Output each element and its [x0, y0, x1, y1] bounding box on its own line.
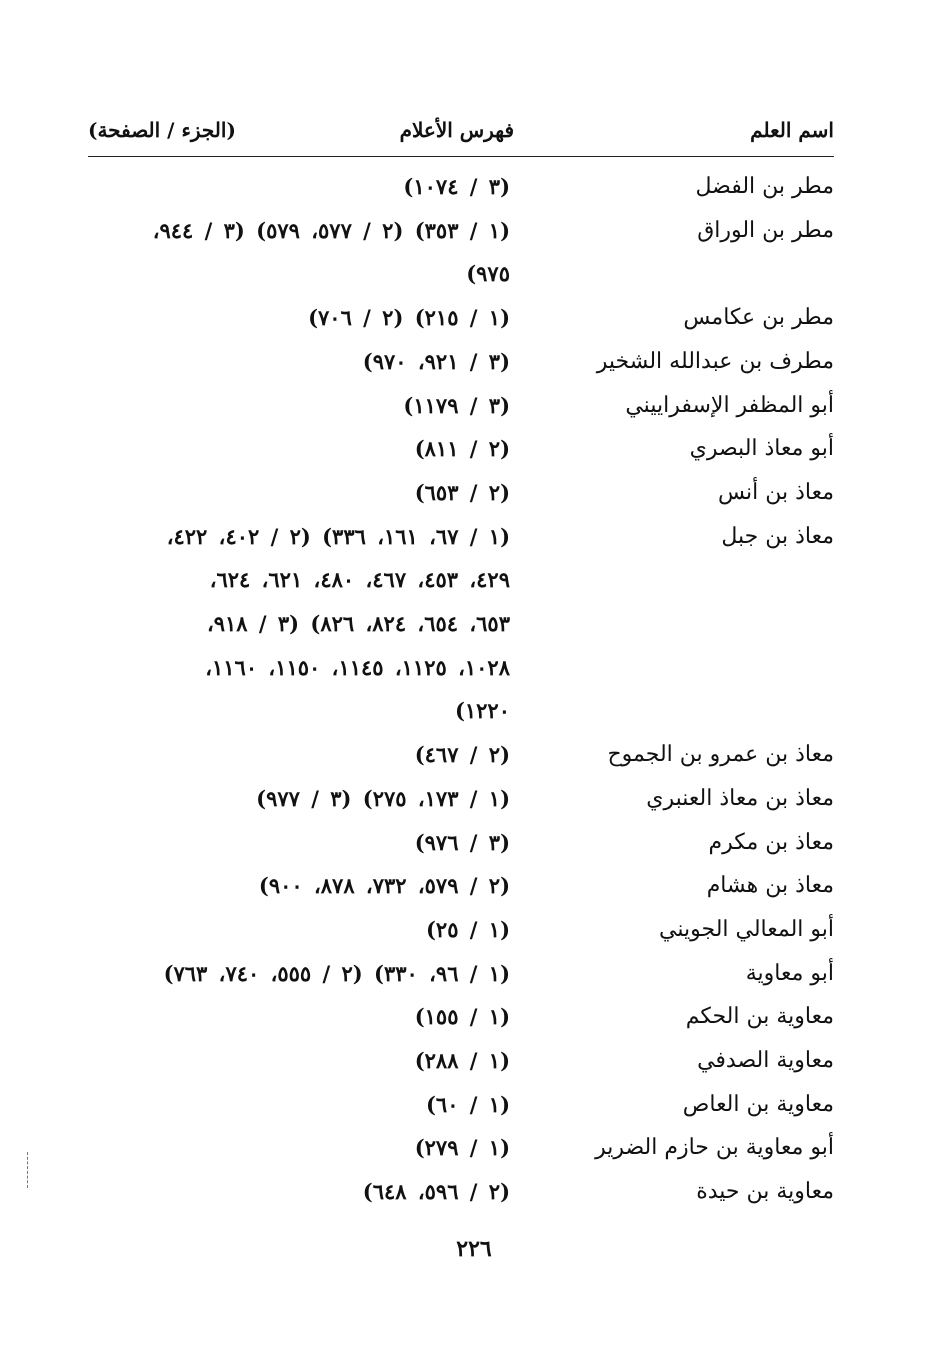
reference-line: (٣ / ٩٢١، ٩٧٠): [362, 348, 510, 374]
column-header-volume-page: (الجزء / الصفحة): [88, 118, 236, 142]
index-entries: [88, 165, 834, 1214]
index-entry: [88, 1083, 834, 1127]
index-entry: [88, 340, 834, 384]
index-entry: [88, 515, 834, 734]
reference-line: (٣ / ١٠٧٤): [403, 174, 510, 199]
reference-line: (١ / ٢١٥) (٢ / ٧٠٦): [308, 305, 510, 331]
entry-name: معاذ بن عمرو بن الجموح: [607, 742, 834, 768]
index-entry: [88, 165, 834, 209]
reference-line: ١٢٢٠): [454, 698, 510, 724]
index-entry: [88, 1126, 834, 1170]
entry-references: [88, 165, 510, 209]
reference-line: (١ / ٢٥): [425, 916, 510, 942]
entry-name: معاذ بن معاذ العنبري: [646, 785, 834, 811]
reference-line: (٢ / ٤٦٧): [414, 742, 510, 768]
reference-line: (٢ / ٨١١): [414, 436, 510, 462]
index-entry: [88, 777, 834, 821]
reference-line: ٤٢٩، ٤٥٣، ٤٦٧، ٤٨٠، ٦٢١، ٦٢٤،: [209, 567, 510, 593]
entry-references: [88, 515, 510, 734]
reference-line: (١ / ٣٥٣) (٢ / ٥٧٧، ٥٧٩) (٣ / ٩٤٤،: [152, 217, 510, 243]
reference-line: (٣ / ٩٧٦): [414, 829, 510, 855]
entry-references: [88, 733, 510, 777]
index-title: فهرس الأعلام: [399, 118, 514, 142]
index-page: [88, 110, 834, 1290]
entry-name: مطرف بن عبدالله الشخير: [596, 348, 834, 374]
index-entry: [88, 209, 834, 296]
reference-line: (١ / ٢٧٩): [414, 1135, 510, 1161]
entry-name: معاوية الصدفي: [697, 1048, 834, 1074]
entry-name: أبو معاذ البصري: [689, 436, 834, 462]
index-entry: [88, 384, 834, 428]
entry-name: معاذ بن هشام: [706, 873, 834, 899]
entry-references: [88, 908, 510, 952]
entry-name: معاوية بن حيدة: [696, 1179, 834, 1205]
entry-references: [88, 1039, 510, 1083]
index-entry: [88, 296, 834, 340]
entry-name: معاوية بن العاص: [682, 1091, 834, 1117]
reference-line: ١٠٢٨، ١١٢٥، ١١٤٥، ١١٥٠، ١١٦٠،: [205, 654, 510, 680]
index-entry: [88, 952, 834, 996]
reference-line: (٢ / ٥٩٦، ٦٤٨): [362, 1179, 510, 1205]
entry-references: [88, 427, 510, 471]
entry-references: [88, 340, 510, 384]
reference-line: (١ / ٩٦، ٣٣٠) (٢ / ٥٥٥، ٧٤٠، ٧٦٣): [163, 960, 510, 986]
entry-references: [88, 209, 510, 296]
entry-name: أبو المظفر الإسفراييني: [625, 392, 834, 418]
index-entry: [88, 471, 834, 515]
reference-line: (٢ / ٦٥٣): [414, 479, 510, 505]
entry-references: [88, 777, 510, 821]
entry-name: معاوية بن الحكم: [685, 1004, 834, 1030]
entry-references: [88, 995, 510, 1039]
margin-mark: [27, 1152, 29, 1188]
entry-references: [88, 471, 510, 515]
entry-references: [88, 1126, 510, 1170]
entry-references: [88, 384, 510, 428]
reference-line: (٢ / ٥٧٩، ٧٣٢، ٨٧٨، ٩٠٠): [258, 873, 510, 899]
entry-references: [88, 952, 510, 996]
reference-line: ٩٧٥): [466, 261, 510, 287]
index-entry: [88, 427, 834, 471]
entry-references: [88, 821, 510, 865]
entry-name: مطر بن الوراق: [697, 217, 834, 243]
entry-name: مطر بن الفضل: [695, 174, 834, 199]
column-header-name: اسم العلم: [750, 118, 834, 142]
index-entry: [88, 908, 834, 952]
entry-references: [88, 1170, 510, 1214]
reference-line: (١ / ١٥٥): [414, 1004, 510, 1030]
index-entry: [88, 1039, 834, 1083]
page-header: [88, 110, 834, 157]
entry-references: [88, 296, 510, 340]
entry-name: أبو معاوية بن حازم الضرير: [595, 1135, 834, 1161]
entry-name: أبو معاوية: [745, 960, 834, 986]
entry-name: معاذ بن جبل: [721, 523, 834, 549]
page-number: ٢٢٦: [456, 1236, 492, 1262]
reference-line: (٣ / ١١٧٩): [403, 392, 510, 418]
index-entry: [88, 821, 834, 865]
entry-references: [88, 864, 510, 908]
index-entry: [88, 1170, 834, 1214]
entry-references: [88, 1083, 510, 1127]
entry-name: معاذ بن مكرم: [708, 829, 834, 855]
reference-line: (١ / ٦٠): [425, 1091, 510, 1117]
reference-line: (١ / ٦٧، ١٦١، ٣٣٦) (٢ / ٤٠٢، ٤٢٢،: [166, 523, 510, 549]
index-entry: [88, 995, 834, 1039]
reference-line: (١ / ١٧٣، ٢٧٥) (٣ / ٩٧٧): [256, 785, 510, 811]
index-entry: [88, 864, 834, 908]
entry-name: معاذ بن أنس: [717, 479, 834, 505]
reference-line: (١ / ٢٨٨): [414, 1048, 510, 1074]
index-entry: [88, 733, 834, 777]
entry-name: أبو المعالي الجويني: [659, 916, 834, 942]
entry-name: مطر بن عكامس: [683, 305, 834, 331]
reference-line: ٦٥٣، ٦٥٤، ٨٢٤، ٨٢٦) (٣ / ٩١٨،: [206, 611, 510, 637]
